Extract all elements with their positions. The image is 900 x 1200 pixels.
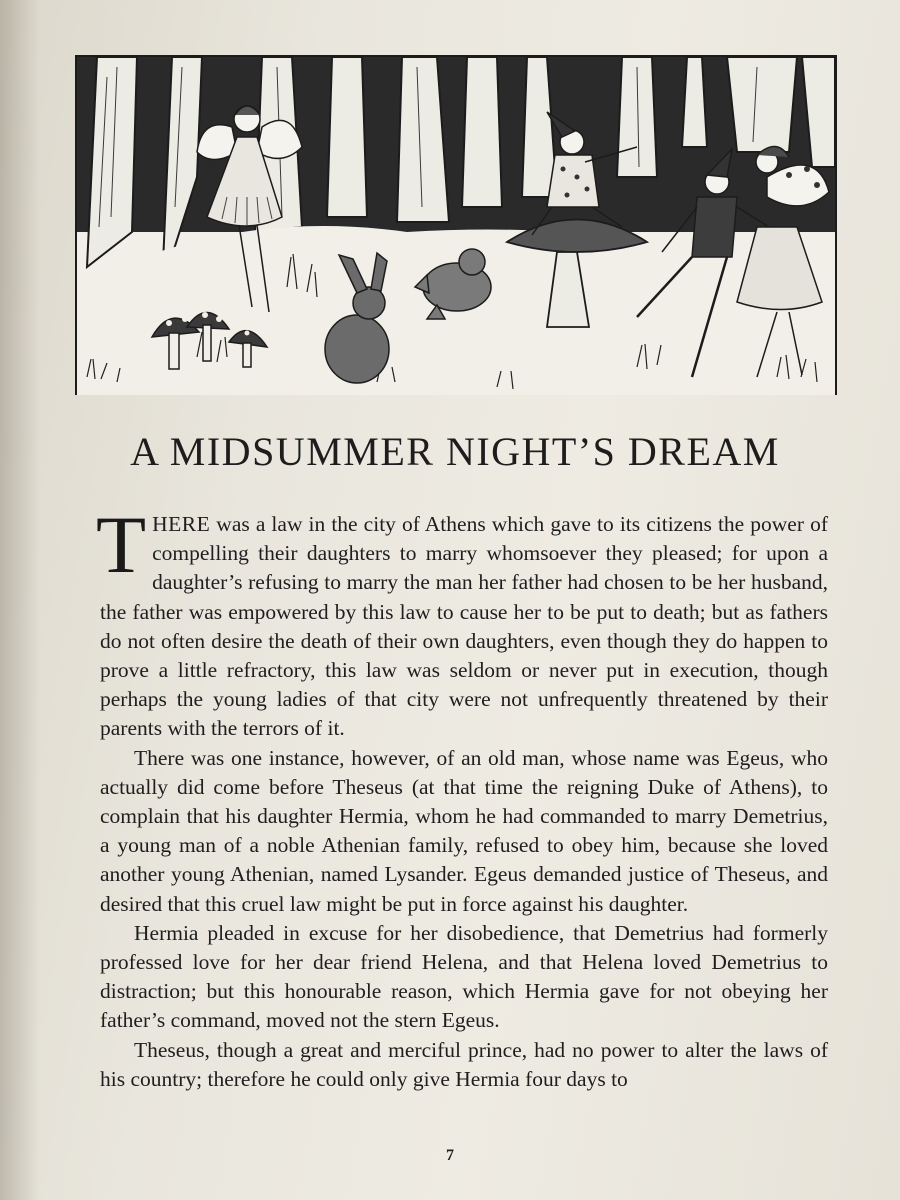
- paragraph-4: Theseus, though a great and merciful prince, had no power to alter the laws of his country; therefore he could only give Hermia four days to: [100, 1037, 828, 1091]
- opening-word: HERE: [152, 512, 211, 536]
- paragraph-1: [96, 499, 828, 744]
- forest-illustration: [75, 55, 837, 395]
- paragraph-3: Hermia pleaded in excuse for her disobedience, that Demetrius had formerly professed love for her dear friend Helena, and that Helena loved Demetrius to distraction; but this honourable reason, which Hermia gave for not obeying her father’s command, moved not the stern Egeus.: [100, 920, 828, 1033]
- drop-cap: T: [96, 499, 147, 590]
- fairy-woodland-drawing: [77, 57, 835, 395]
- story-title: A MIDSUMMER NIGHT’S DREAM: [130, 429, 780, 474]
- page-gutter-shadow: [0, 0, 40, 1200]
- story-body: [96, 499, 828, 1094]
- paragraph-2: There was one instance, however, of an old man, whose name was Egeus, who actually did come before Theseus (at that time the reigning Duke of Athens), to complain that his daughter Hermia, whom he had commanded to marry Demetrius, a young man of a noble Athenian family, refused to obey him, because she loved another young Athenian, named Lysander. Egeus demanded justice of Theseus, and desired that this cruel law might be put in force against his daughter.: [100, 745, 828, 916]
- page-number: 7: [446, 1147, 454, 1164]
- paragraph-1-text: was a law in the city of Athens which gave to its citizens the power of compelling their daughters to marry whomsoever they pleased; for upon a daughter’s refusing to marry the man her father had chosen to be her husband, the father was empowered by this law to cause her to be put to death; but as fathers do not often desire the death of their own daughters, even though they do happen to prove a little refractory, this law was seldom or never put in execution, though perhaps the young ladies of that city were not unfrequently threatened by their parents with the terrors of it.: [100, 512, 828, 741]
